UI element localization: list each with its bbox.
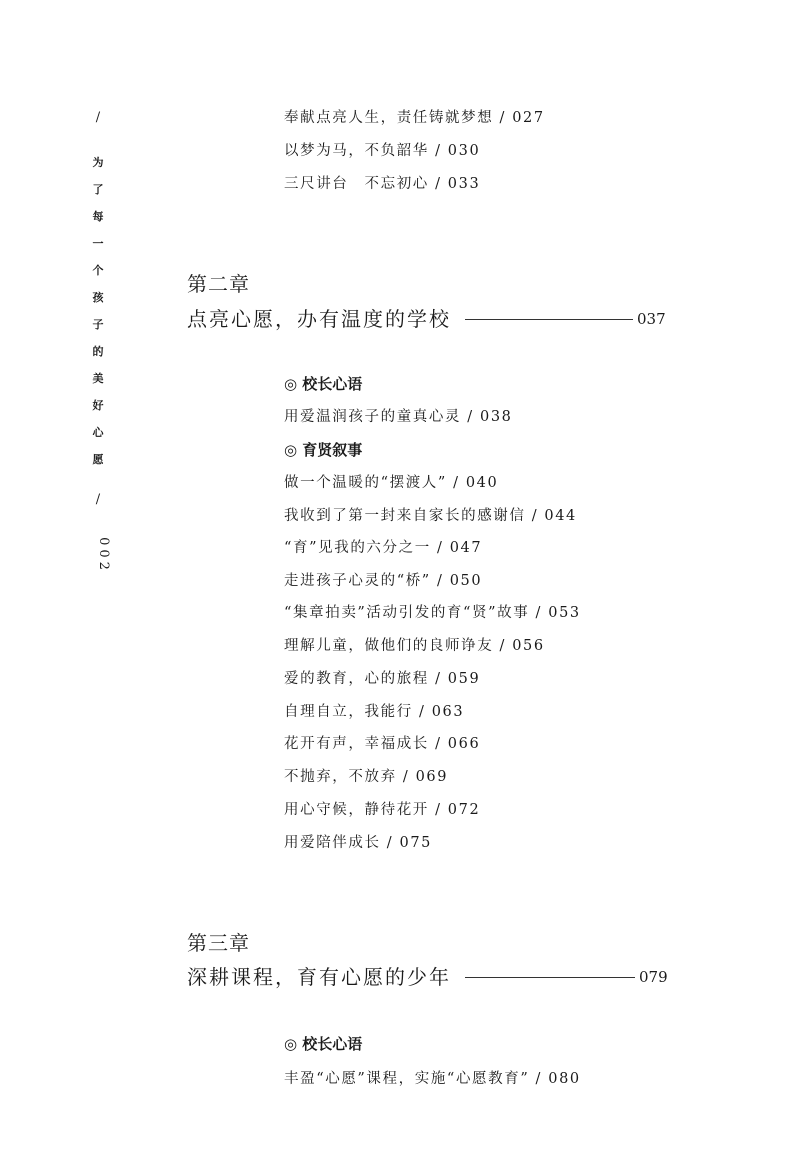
toc-entry: 以梦为马，不负韶华 / 030 bbox=[284, 143, 481, 159]
chapter-title-row bbox=[187, 964, 668, 990]
section-header: ◎ 校长心语 bbox=[284, 375, 363, 393]
chapter-title: 深耕课程，育有心愿的少年 bbox=[187, 965, 451, 989]
leader-line bbox=[465, 319, 633, 320]
toc-entry: “集章拍卖”活动引发的育“贤”故事 / 053 bbox=[284, 605, 581, 621]
title-char: 的 bbox=[92, 345, 104, 358]
chapter-title-row bbox=[187, 306, 666, 332]
page-number: 002 bbox=[95, 537, 111, 574]
title-char: 子 bbox=[92, 318, 104, 331]
toc-entry: “育”见我的六分之一 / 047 bbox=[284, 540, 483, 556]
title-char: 愿 bbox=[92, 453, 104, 466]
toc-entry: 理解儿童，做他们的良师诤友 / 056 bbox=[284, 638, 545, 654]
title-char: 心 bbox=[92, 426, 104, 439]
title-char: 了 bbox=[92, 183, 104, 196]
chapter-label: 第二章 bbox=[187, 272, 250, 296]
title-char: 个 bbox=[92, 264, 104, 277]
toc-entry: 走进孩子心灵的“桥” / 050 bbox=[284, 573, 483, 589]
chapter-label: 第三章 bbox=[187, 931, 250, 955]
title-char: 好 bbox=[92, 399, 104, 412]
toc-entry: 花开有声，幸福成长 / 066 bbox=[284, 736, 481, 752]
toc-entry: 用心守候，静待花开 / 072 bbox=[284, 802, 481, 818]
toc-entry: 用爱陪伴成长 / 075 bbox=[284, 835, 432, 851]
toc-entry: 丰盈“心愿”课程，实施“心愿教育” / 080 bbox=[284, 1071, 581, 1087]
title-char: 每 bbox=[92, 210, 104, 223]
running-head-slash: / bbox=[95, 492, 101, 507]
toc-entry: 用爱温润孩子的童真心灵 / 038 bbox=[284, 409, 513, 425]
toc-entry: 爱的教育，心的旅程 / 059 bbox=[284, 671, 481, 687]
chapter-page: 037 bbox=[637, 310, 666, 328]
title-char: 为 bbox=[92, 156, 104, 169]
toc-entry: 奉献点亮人生，责任铸就梦想 / 027 bbox=[284, 110, 545, 126]
leader-line bbox=[465, 977, 635, 978]
title-char: 一 bbox=[92, 237, 104, 250]
section-header: ◎ 育贤叙事 bbox=[284, 441, 363, 459]
toc-entry: 自理自立，我能行 / 063 bbox=[284, 704, 465, 720]
running-head-slash: / bbox=[95, 110, 101, 125]
running-head-book-title bbox=[90, 149, 106, 473]
toc-entry: 我收到了第一封来自家长的感谢信 / 044 bbox=[284, 508, 577, 524]
section-header: ◎ 校长心语 bbox=[284, 1035, 363, 1053]
toc-entry: 不抛弃，不放弃 / 069 bbox=[284, 769, 449, 785]
chapter-page: 079 bbox=[639, 968, 668, 986]
chapter-title: 点亮心愿，办有温度的学校 bbox=[187, 307, 451, 331]
toc-entry: 做一个温暖的“摆渡人” / 040 bbox=[284, 475, 499, 491]
title-char: 美 bbox=[92, 372, 104, 385]
title-char: 孩 bbox=[92, 291, 104, 304]
toc-entry: 三尺讲台 不忘初心 / 033 bbox=[284, 176, 481, 192]
